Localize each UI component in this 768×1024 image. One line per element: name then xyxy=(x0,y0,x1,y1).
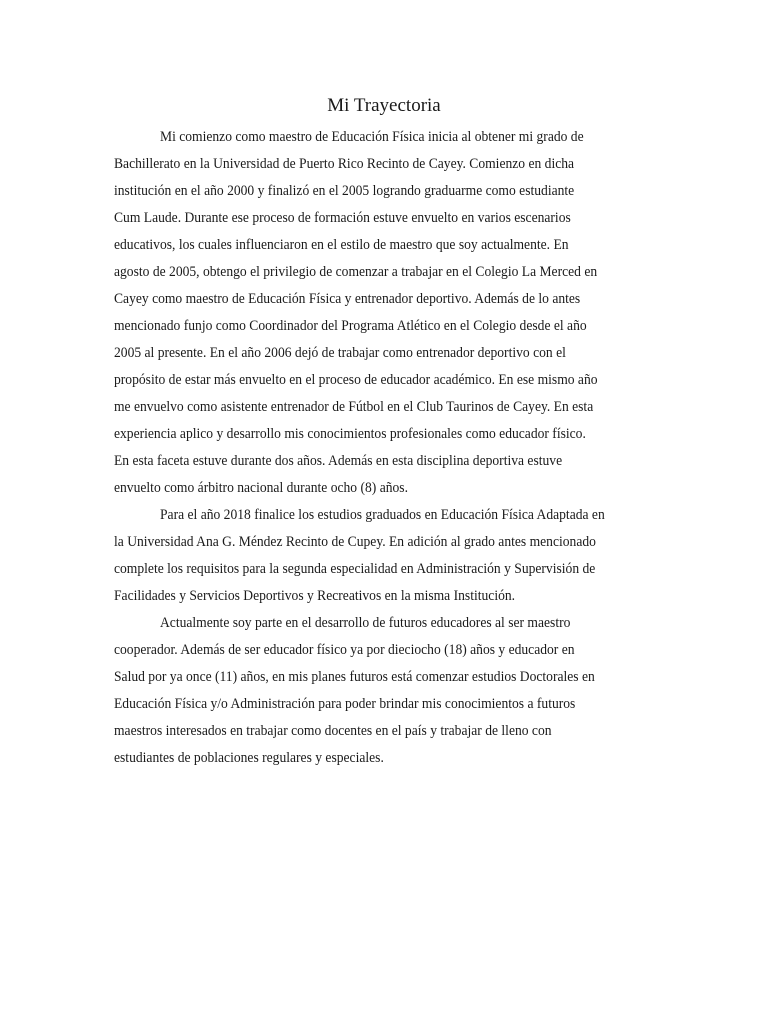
paragraph-line: Salud por ya once (11) años, en mis planes futuros está comenzar estudios Doctorales en xyxy=(114,669,595,685)
paragraph-line: En esta faceta estuve durante dos años. Además en esta disciplina deportiva estuve xyxy=(114,453,563,469)
paragraph-line: Mi comienzo como maestro de Educación Física inicia al obtener mi grado de xyxy=(160,129,584,145)
paragraph-line: Para el año 2018 finalice los estudios graduados en Educación Física Adaptada en xyxy=(160,507,605,523)
paragraph-line: estudiantes de poblaciones regulares y especiales. xyxy=(114,750,384,766)
paragraph-line: agosto de 2005, obtengo el privilegio de comenzar a trabajar en el Colegio La Merced en xyxy=(114,264,598,280)
paragraph-line: mencionado funjo como Coordinador del Programa Atlético en el Colegio desde el año xyxy=(114,318,587,334)
paragraph-line: envuelto como árbitro nacional durante ocho (8) años. xyxy=(114,480,408,496)
paragraph-line: me envuelvo como asistente entrenador de Fútbol en el Club Taurinos de Cayey. En esta xyxy=(114,399,594,415)
paragraph-line: 2005 al presente. En el año 2006 dejó de trabajar como entrenador deportivo con el xyxy=(114,345,566,361)
paragraph-line: experiencia aplico y desarrollo mis conocimientos profesionales como educador físico. xyxy=(114,426,586,442)
paragraph-line: Educación Física y/o Administración para poder brindar mis conocimientos a futuros xyxy=(114,696,576,712)
paragraph-line: Cayey como maestro de Educación Física y entrenador deportivo. Además de lo antes xyxy=(114,291,581,307)
paragraph-line: maestros interesados en trabajar como docentes en el país y trabajar de lleno con xyxy=(114,723,552,739)
paragraph-line: propósito de estar más envuelto en el proceso de educador académico. En ese mismo año xyxy=(114,372,598,388)
paragraph-line: cooperador. Además de ser educador físico ya por dieciocho (18) años y educador en xyxy=(114,642,575,658)
paragraph-line: la Universidad Ana G. Méndez Recinto de Cupey. En adición al grado antes mencionado xyxy=(114,534,596,550)
paragraph-line: complete los requisitos para la segunda especialidad en Administración y Supervisión de xyxy=(114,561,596,577)
paragraph-line: Cum Laude. Durante ese proceso de formación estuve envuelto en varios escenarios xyxy=(114,210,571,226)
paragraph-line: Actualmente soy parte en el desarrollo de futuros educadores al ser maestro xyxy=(160,615,571,631)
paragraph-line: educativos, los cuales influenciaron en el estilo de maestro que soy actualmente. En xyxy=(114,237,569,253)
paragraph-line: institución en el año 2000 y finalizó en el 2005 logrando graduarme como estudiante xyxy=(114,183,575,199)
page-title: Mi Trayectoria xyxy=(327,95,441,116)
paragraph-line: Facilidades y Servicios Deportivos y Recreativos en la misma Institución. xyxy=(114,588,516,604)
paragraph-line: Bachillerato en la Universidad de Puerto Rico Recinto de Cayey. Comienzo en dicha xyxy=(114,156,575,172)
